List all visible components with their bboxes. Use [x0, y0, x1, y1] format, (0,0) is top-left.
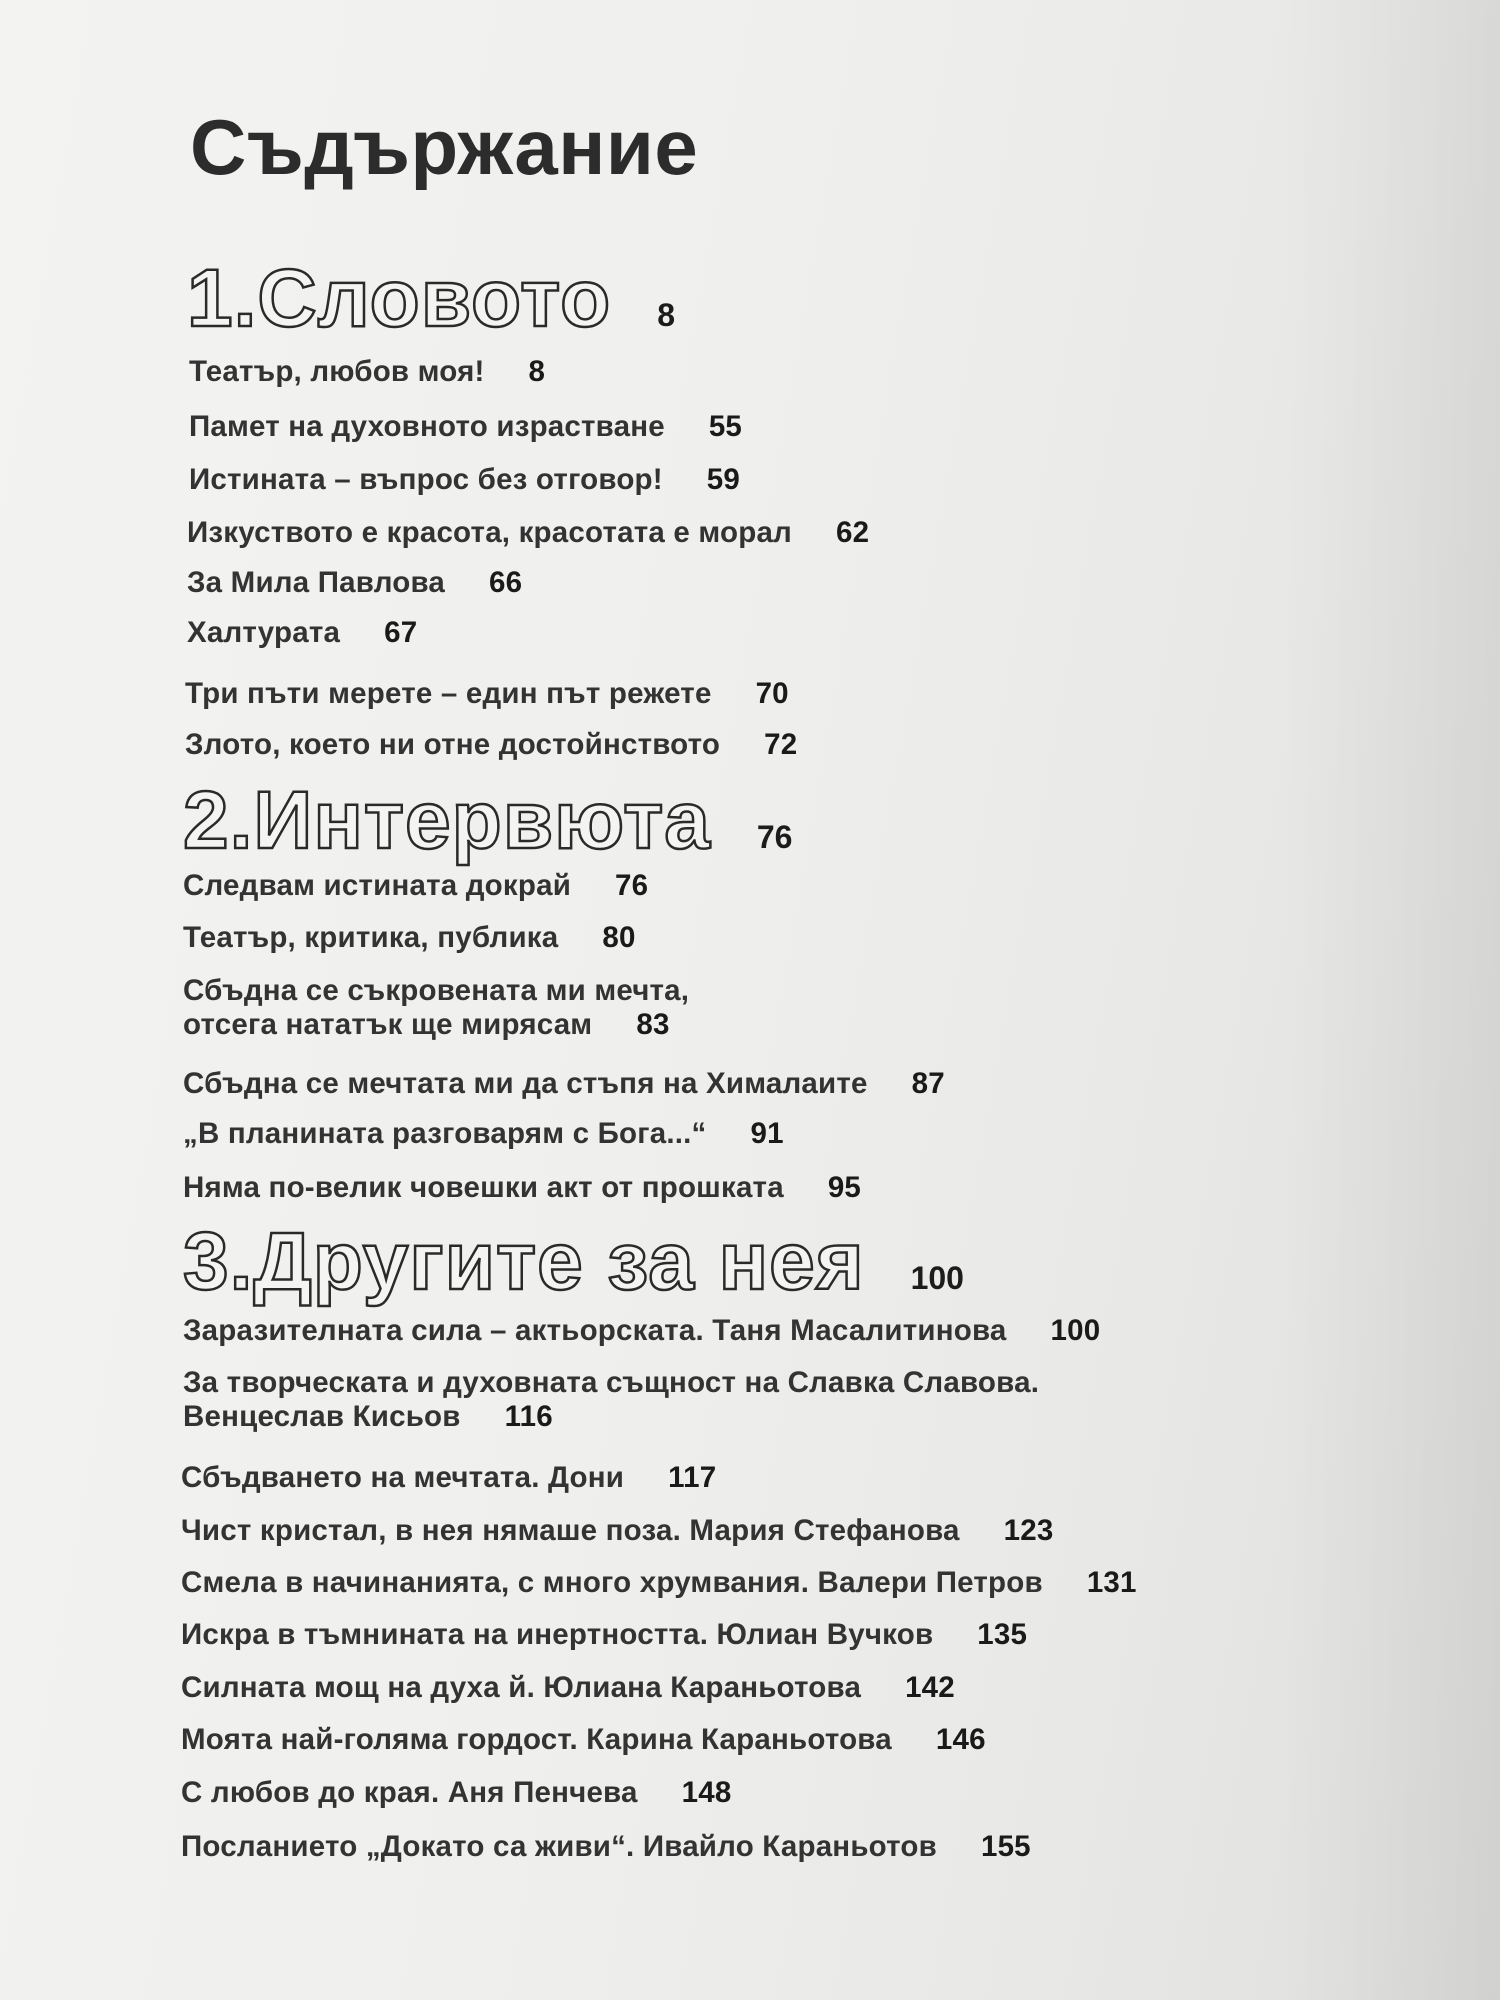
entry-page-number: 76 [615, 869, 649, 902]
toc-entry[interactable] [183, 1171, 861, 1205]
toc-entry[interactable] [181, 1776, 731, 1810]
toc-entry[interactable] [183, 869, 648, 903]
section-heading-3 [183, 1215, 964, 1309]
toc-entry[interactable] [181, 1618, 1027, 1652]
toc-entry[interactable] [183, 921, 636, 955]
entry-page-number: 87 [911, 1067, 945, 1100]
toc-entry[interactable] [183, 1366, 1039, 1434]
entry-title: Посланието „Докато са живи“. Ивайло Караньотов [181, 1830, 937, 1863]
toc-entry[interactable] [181, 1566, 1137, 1600]
entry-page-number: 91 [750, 1117, 784, 1150]
entry-title: Искра в тъмнината на инертността. Юлиан Вучков [181, 1618, 934, 1651]
entry-page-number: 117 [668, 1461, 717, 1494]
entry-page-number: 80 [602, 921, 636, 954]
entry-page-number: 100 [1050, 1314, 1101, 1347]
entry-page-number: 116 [504, 1400, 553, 1433]
toc-entry[interactable] [189, 410, 742, 444]
entry-title: Сбъдването на мечтата. Дони [181, 1461, 625, 1494]
toc-entry[interactable] [185, 677, 789, 711]
entry-title-continued: Венцеслав Кисьов [183, 1400, 461, 1433]
page-title: Съдържание [190, 103, 699, 191]
entry-title: Три пъти мерете – един път режете [185, 677, 712, 710]
entry-page-number: 67 [384, 616, 418, 649]
section-page-number: 100 [910, 1260, 964, 1296]
entry-page-number: 123 [1003, 1514, 1054, 1547]
section-title: 1.Словото [187, 253, 612, 344]
entry-page-number: 8 [528, 355, 546, 388]
toc-entry[interactable] [189, 463, 740, 497]
entry-title-continued: отсега нататък ще мирясам [183, 1008, 593, 1041]
entry-title: За Мила Павлова [187, 566, 446, 599]
entry-page-number: 142 [905, 1671, 955, 1704]
toc-entry[interactable] [185, 728, 797, 762]
entry-title: Сбъдна се мечтата ми да стъпя на Хималаите [183, 1067, 868, 1100]
toc-entry[interactable] [183, 1067, 945, 1101]
toc-entry[interactable] [181, 1514, 1053, 1548]
section-title: 3.Другите за нея [183, 1216, 865, 1307]
entry-page-number: 70 [755, 677, 789, 710]
toc-entry[interactable] [183, 974, 689, 1042]
section-heading-1 [187, 252, 675, 346]
section-page-number: 76 [756, 819, 793, 855]
toc-entry[interactable] [187, 616, 417, 650]
entry-title: „В планината разговарям с Бога...“ [183, 1117, 707, 1150]
entry-title: Моята най-голяма гордост. Карина Караньотова [181, 1723, 892, 1756]
entry-title: Силната мощ на духа й. Юлиана Караньотова [181, 1671, 862, 1704]
entry-title: Памет на духовното израстване [189, 410, 665, 443]
entry-page-number: 66 [489, 566, 523, 599]
toc-entry[interactable] [181, 1671, 955, 1705]
toc-entry[interactable] [183, 1117, 784, 1151]
toc-entry[interactable] [187, 516, 869, 550]
entry-title-line-2 [183, 1008, 689, 1042]
entry-title: Смела в начинанията, с много хрумвания. Валери Петров [181, 1566, 1043, 1599]
entry-page-number: 55 [708, 410, 743, 443]
entry-title-line-1: За творческата и духовната същност на Славка Славова. [183, 1366, 1040, 1399]
entry-title: С любов до края. Аня Пенчева [181, 1776, 638, 1809]
entry-page-number: 62 [836, 516, 870, 549]
entry-title: Истината – въпрос без отговор! [189, 463, 663, 496]
entry-title: Театър, любов моя! [189, 355, 485, 388]
section-heading-2 [183, 774, 792, 868]
entry-page-number: 59 [706, 463, 741, 496]
entry-title-line-1: Сбъдна се съкровената ми мечта, [183, 974, 690, 1007]
entry-title-line-2 [183, 1400, 1039, 1434]
entry-page-number: 72 [764, 728, 798, 761]
entry-page-number: 135 [977, 1618, 1028, 1651]
entry-title: Заразителната сила – актьорската. Таня Масалитинова [183, 1314, 1007, 1347]
entry-page-number: 83 [636, 1008, 670, 1041]
entry-page-number: 148 [681, 1776, 732, 1809]
toc-entry[interactable] [189, 355, 545, 389]
page-shadow [1280, 0, 1500, 2000]
section-page-number: 8 [657, 297, 676, 333]
toc-entry[interactable] [187, 566, 522, 600]
entry-title: Следвам истината докрай [183, 869, 572, 902]
entry-title: Чист кристал, в нея нямаше поза. Мария Стефанова [181, 1514, 960, 1547]
entry-title: Злото, което ни отне достойнството [185, 728, 721, 761]
entry-page-number: 155 [980, 1830, 1031, 1863]
toc-entry[interactable] [181, 1723, 986, 1757]
toc-entry[interactable] [181, 1830, 1031, 1864]
entry-title: Изкуството е красота, красотата е морал [187, 516, 793, 549]
entry-page-number: 95 [827, 1171, 862, 1204]
entry-title: Халтурата [187, 616, 341, 649]
entry-title: Театър, критика, публика [183, 921, 559, 954]
toc-entry[interactable] [183, 1314, 1100, 1348]
entry-page-number: 131 [1086, 1566, 1137, 1599]
entry-page-number: 146 [935, 1723, 986, 1756]
entry-title: Няма по-велик човешки акт от прошката [183, 1171, 784, 1204]
section-title: 2.Интервюта [183, 775, 711, 866]
toc-entry[interactable] [181, 1461, 716, 1495]
